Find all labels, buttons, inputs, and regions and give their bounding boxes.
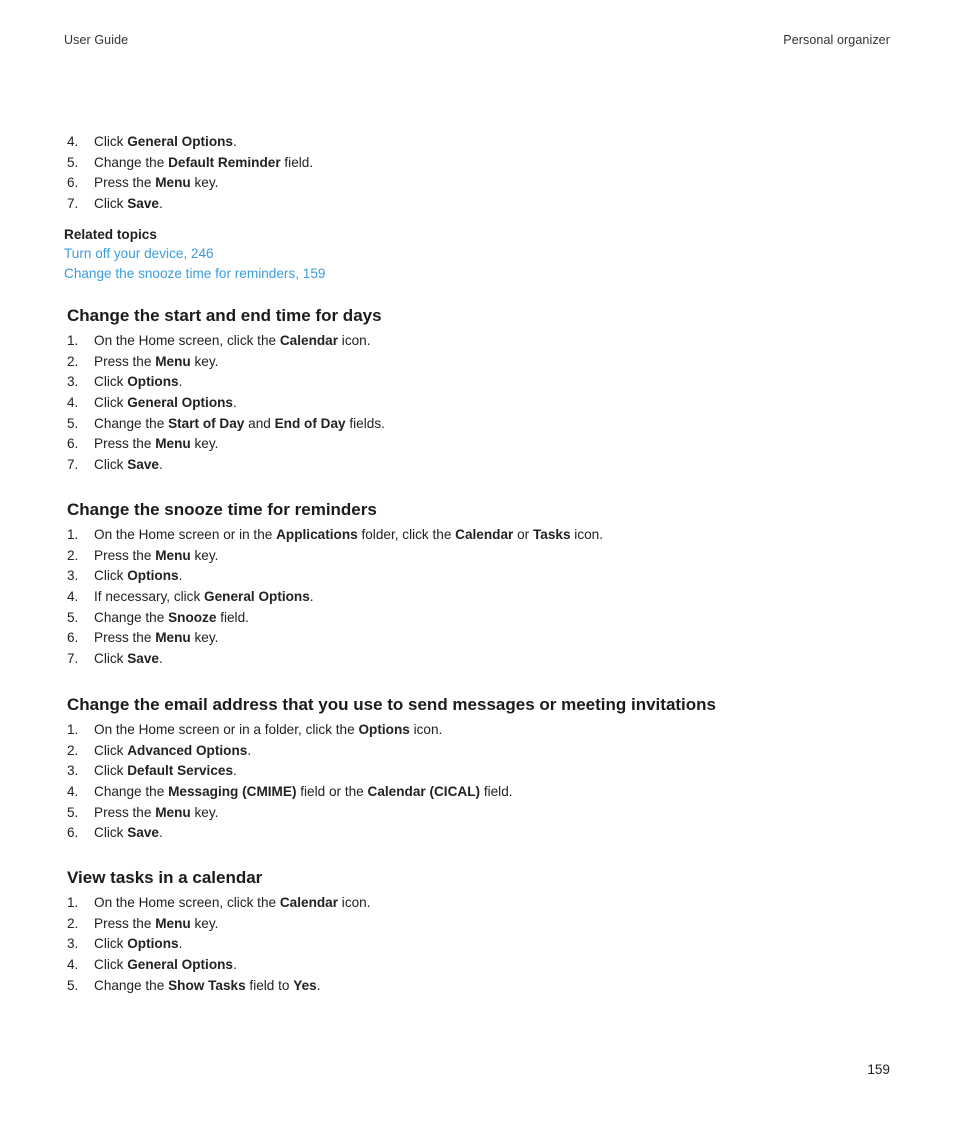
step-number: 4. <box>67 134 79 149</box>
step-text: Click <box>94 395 128 411</box>
step-item <box>0 132 954 153</box>
step-text: Click <box>94 568 128 584</box>
step-text: fields. <box>345 415 385 431</box>
step-number: 2. <box>67 547 79 563</box>
step-number: 7. <box>67 196 79 212</box>
step-item <box>0 194 954 215</box>
step-text: Click <box>94 936 128 952</box>
ui-term: General Options <box>127 134 233 149</box>
ui-term: Menu <box>155 547 191 563</box>
step-text: Click <box>94 742 128 758</box>
step-number: 2. <box>67 353 79 369</box>
step-number: 3. <box>67 568 79 584</box>
step-text: . <box>158 651 163 667</box>
step-list <box>0 525 954 670</box>
step-item <box>0 782 954 803</box>
step-item <box>0 720 954 741</box>
ui-term: Save <box>127 825 159 841</box>
ui-term: Calendar <box>279 333 339 348</box>
step-item <box>0 803 954 824</box>
step-item <box>0 914 954 935</box>
step-text: . <box>158 457 163 473</box>
step-text: key. <box>190 175 219 191</box>
section-email-address <box>0 692 954 844</box>
related-link-snooze-time[interactable]: Change the snooze time for reminders, 159 <box>64 265 326 281</box>
step-number: 6. <box>67 630 79 646</box>
step-text: On the Home screen, click the <box>94 895 280 910</box>
step-text: Click <box>94 374 128 390</box>
step-number: 3. <box>67 374 79 390</box>
step-text: . <box>178 568 183 584</box>
step-text: field. <box>280 154 314 170</box>
ui-term: Calendar (CICAL) <box>367 784 481 800</box>
step-text: field. <box>480 784 513 800</box>
step-item <box>0 372 954 393</box>
step-number: 1. <box>67 895 79 910</box>
ui-term: Show Tasks <box>168 977 246 993</box>
ui-term: Menu <box>155 630 191 646</box>
step-item <box>0 823 954 844</box>
step-number: 3. <box>67 763 79 779</box>
step-list <box>0 331 954 476</box>
step-item <box>0 976 954 997</box>
step-text: . <box>232 134 237 149</box>
step-number: 5. <box>67 415 79 431</box>
running-header-right: Personal organizer <box>783 33 890 47</box>
running-header-left: User Guide <box>64 33 129 47</box>
ui-term: Save <box>127 457 159 473</box>
step-text: On the Home screen or in a folder, click the <box>94 722 359 737</box>
step-text: field or the <box>296 784 368 800</box>
step-text: field. <box>216 609 249 625</box>
step-number: 1. <box>67 333 79 348</box>
section-heading: Change the start and end time for days <box>67 306 382 325</box>
step-text: Click <box>94 763 128 779</box>
ui-term: General Options <box>204 589 310 605</box>
ui-term: Calendar <box>455 527 514 542</box>
ui-term: Menu <box>155 804 191 820</box>
ui-term: Start of Day <box>168 415 245 431</box>
step-text: . <box>232 957 237 973</box>
step-text: Change the <box>94 977 169 993</box>
step-text: Change the <box>94 784 169 800</box>
step-text: icon. <box>409 722 443 737</box>
step-text: . <box>316 977 321 993</box>
step-number: 4. <box>67 957 79 973</box>
step-item <box>0 393 954 414</box>
step-text: key. <box>190 630 219 646</box>
step-number: 4. <box>67 784 79 800</box>
step-number: 7. <box>67 457 79 473</box>
ui-term: Options <box>127 936 179 952</box>
ui-term: Tasks <box>532 527 571 542</box>
step-text: Press the <box>94 175 156 191</box>
step-text: icon. <box>570 527 604 542</box>
step-item <box>0 955 954 976</box>
step-item <box>0 153 954 174</box>
ui-term: Default Services <box>127 763 234 779</box>
section-heading: View tasks in a calendar <box>67 868 263 887</box>
step-number: 6. <box>67 175 79 191</box>
step-text: . <box>309 589 314 605</box>
step-text: Click <box>94 651 128 667</box>
ui-term: Menu <box>155 175 191 191</box>
step-text: Click <box>94 134 128 149</box>
ui-term: Save <box>127 196 159 212</box>
ui-term: Yes <box>293 977 317 993</box>
step-text: . <box>158 825 163 841</box>
step-text: . <box>232 395 237 411</box>
step-number: 5. <box>67 804 79 820</box>
ui-term: Options <box>358 722 410 737</box>
ui-term: Messaging (CMIME) <box>168 784 297 800</box>
section-snooze-time <box>0 497 954 670</box>
related-link-turn-off-device[interactable]: Turn off your device, 246 <box>64 246 214 261</box>
step-number: 4. <box>67 395 79 411</box>
ui-term: Menu <box>155 353 191 369</box>
step-item <box>0 741 954 762</box>
step-text: Change the <box>94 154 169 170</box>
step-text: . <box>233 763 237 779</box>
ui-term: General Options <box>127 957 233 973</box>
step-text: Press the <box>94 630 156 646</box>
step-text: icon. <box>338 333 371 348</box>
step-number: 1. <box>67 527 79 542</box>
step-text: If necessary, click <box>94 589 205 605</box>
step-text: Click <box>94 196 128 212</box>
ui-term: Applications <box>276 527 358 542</box>
step-number: 2. <box>67 915 79 931</box>
step-number: 5. <box>67 977 79 993</box>
ui-term: Snooze <box>168 609 217 625</box>
step-text: key. <box>190 915 219 931</box>
step-text: On the Home screen, click the <box>94 333 280 348</box>
step-item <box>0 525 954 546</box>
step-list <box>0 720 954 844</box>
step-text: Press the <box>94 353 156 369</box>
ui-term: Calendar <box>279 895 339 910</box>
ui-term: Advanced Options <box>127 742 248 758</box>
ui-term: Menu <box>155 915 191 931</box>
step-number: 2. <box>67 742 79 758</box>
step-number: 6. <box>67 436 79 452</box>
ui-term: Default Reminder <box>168 154 281 170</box>
step-number: 5. <box>67 609 79 625</box>
step-item <box>0 761 954 782</box>
step-list <box>0 132 954 215</box>
step-text: folder, click the <box>357 527 456 542</box>
step-item <box>0 587 954 608</box>
step-text: On the Home screen or in the <box>94 527 277 542</box>
step-item <box>0 649 954 670</box>
section-view-tasks <box>0 865 954 996</box>
ui-term: Options <box>127 374 179 390</box>
step-number: 3. <box>67 936 79 952</box>
ui-term: End of Day <box>274 415 346 431</box>
step-text: Press the <box>94 436 156 452</box>
step-text: Click <box>94 825 128 841</box>
step-number: 4. <box>67 589 79 605</box>
step-text: . <box>247 742 252 758</box>
step-item <box>0 414 954 435</box>
step-item <box>0 893 954 914</box>
section-heading: Change the email address that you use to send messages or meeting invitations <box>67 695 717 714</box>
step-text: key. <box>190 436 219 452</box>
step-text: Press the <box>94 804 156 820</box>
step-text: . <box>178 374 183 390</box>
step-text: Change the <box>94 609 169 625</box>
step-text: icon. <box>338 895 371 910</box>
related-topics <box>0 225 954 283</box>
step-item <box>0 331 954 352</box>
step-item <box>0 628 954 649</box>
intro-steps-block <box>0 132 954 215</box>
ui-term: General Options <box>127 395 233 411</box>
section-start-end-time <box>0 303 954 476</box>
step-item <box>0 566 954 587</box>
step-text: Click <box>94 957 128 973</box>
related-topics-title: Related topics <box>64 227 157 242</box>
step-item <box>0 173 954 194</box>
page-number: 159 <box>867 1062 890 1077</box>
step-number: 7. <box>67 651 79 667</box>
step-text: Press the <box>94 915 156 931</box>
section-heading: Change the snooze time for reminders <box>67 500 377 519</box>
step-text: . <box>158 196 163 212</box>
step-item <box>0 434 954 455</box>
step-text: and <box>244 415 275 431</box>
step-number: 6. <box>67 825 79 841</box>
ui-term: Save <box>127 651 159 667</box>
step-item <box>0 546 954 567</box>
step-item <box>0 934 954 955</box>
ui-term: Options <box>127 568 179 584</box>
step-text: key. <box>190 804 219 820</box>
ui-term: Menu <box>155 436 191 452</box>
step-item <box>0 352 954 373</box>
step-text: Click <box>94 457 128 473</box>
step-item <box>0 608 954 629</box>
step-text: field to <box>245 977 294 993</box>
step-text: . <box>178 936 183 952</box>
step-item <box>0 455 954 476</box>
step-number: 5. <box>67 154 79 170</box>
step-text: or <box>513 527 533 542</box>
step-number: 1. <box>67 722 79 737</box>
step-text: Change the <box>94 415 169 431</box>
step-text: key. <box>190 353 219 369</box>
step-text: Press the <box>94 547 156 563</box>
step-list <box>0 893 954 996</box>
step-text: key. <box>190 547 219 563</box>
